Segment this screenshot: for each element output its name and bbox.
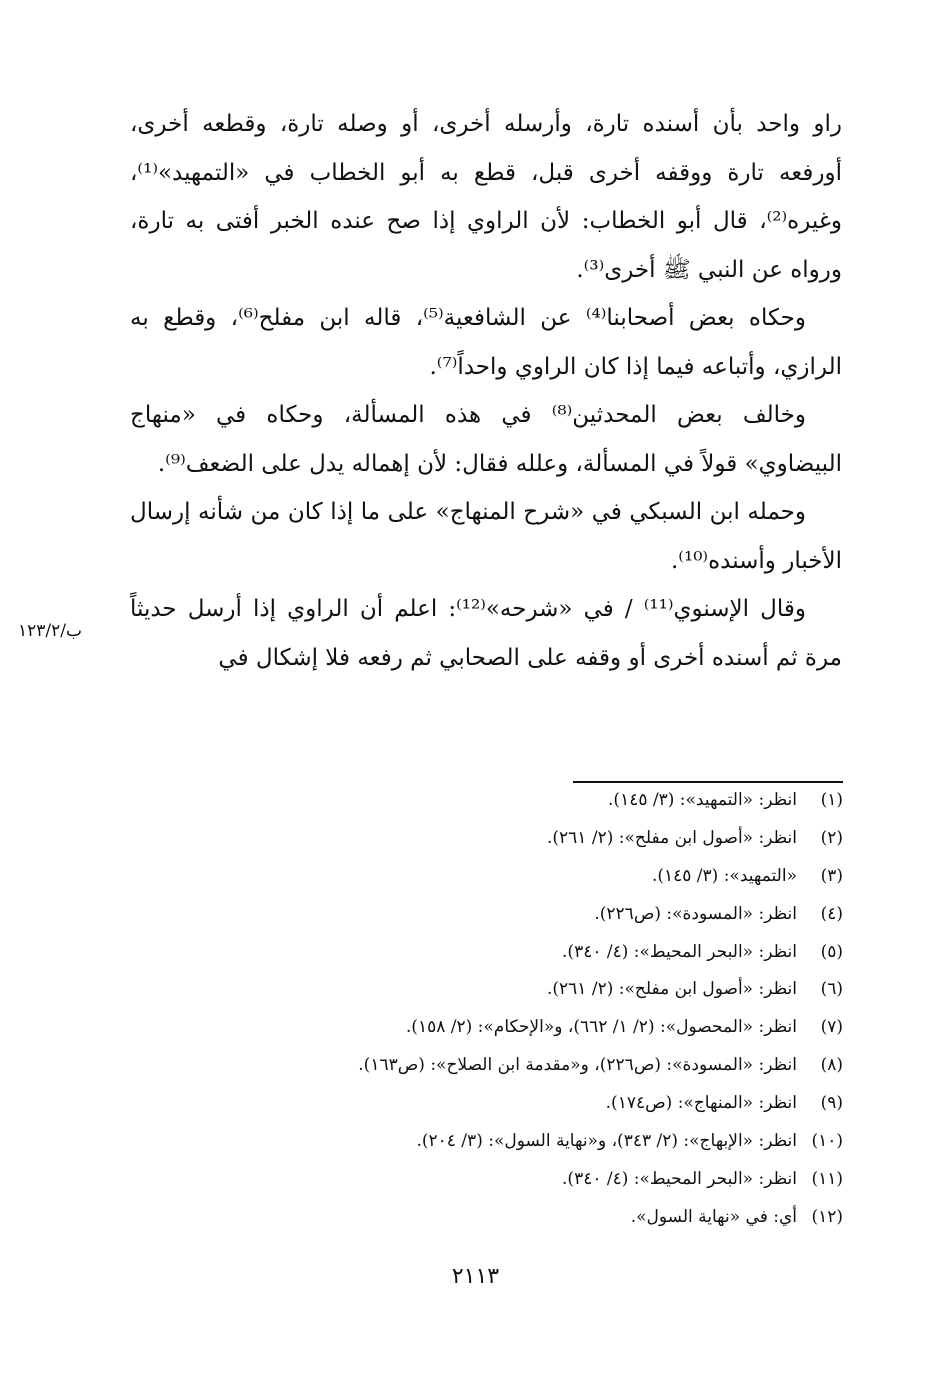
footnote [200, 971, 843, 1009]
footnote-text: انظر: «الإبهاج»: (٢/ ٣٤٣)، و«نهاية السول»: (٣/ ٢٠٤). [416, 1131, 797, 1152]
footnote [200, 858, 843, 896]
footnote-number: (٤) [820, 903, 843, 924]
paragraph-5: وقال الإسنوي⁽¹¹⁾ / في «شرحه»⁽¹²⁾: اعلم أن الراوي إذا أرسل حديثاً مرة ثم أسنده أخرى أو وقفه على الصحابي ثم رفعه فلا إشكال في [130, 596, 842, 671]
footnote-number: (٣) [820, 865, 843, 886]
footnote-number: (١) [820, 790, 843, 810]
footnote [200, 1161, 843, 1199]
footnote-text: انظر: «المسودة»: (ص٢٢٦)، و«مقدمة ابن الصلاح»: (ص١٦٣). [358, 1055, 797, 1076]
footnote-number: (٦) [820, 979, 843, 1000]
paragraph-2: وحكاه بعض أصحابنا⁽⁴⁾ عن الشافعية⁽⁵⁾، قاله ابن مفلح⁽⁶⁾، وقطع به الرازي، وأتباعه فيما إذا كان الراوي واحداً⁽⁷⁾. [130, 305, 842, 380]
footnote-text: انظر: «البحر المحيط»: (٤/ ٣٤٠). [562, 941, 797, 962]
footnote-number: (٨) [820, 1055, 843, 1076]
page-number: ٢١١٣ [451, 1264, 500, 1289]
footnote [200, 1009, 843, 1047]
footnote [200, 1085, 843, 1123]
footnote-text: انظر: «التمهيد»: (٣/ ١٤٥). [608, 790, 797, 810]
footnote [200, 782, 843, 820]
footnote-text: أي: في «نهاية السول». [630, 1206, 797, 1227]
footnote-number: (٧) [820, 1017, 843, 1038]
footnote-text: انظر: «المنهاج»: (ص١٧٤). [605, 1093, 797, 1114]
paragraph-1: راو واحد بأن أسنده تارة، وأرسله أخرى، أو وصله تارة، وقطعه أخرى، أورفعه تارة ووقفه أخرى قبل، قطع به أبو الخطاب في «التمهيد»⁽¹⁾، وغيره⁽²⁾، قال أبو الخطاب: لأن الراوي إذا صح عنده الخبر أفتى به تارة، ورواه عن النبي ﷺ أخرى⁽³⁾. [130, 111, 842, 283]
footnote-text: «التمهيد»: (٣/ ١٤٥). [651, 865, 797, 886]
footnote-number: (١٠) [811, 1131, 843, 1152]
paragraph-3: وخالف بعض المحدثين⁽⁸⁾ في هذه المسألة، وحكاه في «منهاج البيضاوي» قولاً في المسألة، وعلله فقال: لأن إهماله يدل على الضعف⁽⁹⁾. [130, 402, 842, 477]
footnote-text: انظر: «المحصول»: (٢/ ١/ ٦٦٢)، و«الإحكام»: (٢/ ١٥٨). [405, 1017, 797, 1038]
footnote [200, 896, 843, 934]
footnote-number: (١٢) [811, 1206, 843, 1227]
footnote-number: (٥) [820, 941, 843, 962]
footnote-text: انظر: «أصول ابن مفلح»: (٢/ ٢٦١). [546, 979, 797, 1000]
footnote [200, 934, 843, 972]
footnote-text: انظر: «أصول ابن مفلح»: (٢/ ٢٦١). [546, 827, 797, 848]
footnote [200, 1123, 843, 1161]
paragraph-4: وحمله ابن السبكي في «شرح المنهاج» على ما إذا كان من شأنه إرسال الأخبار وأسنده⁽¹⁰⁾. [130, 499, 842, 574]
footnote [200, 1047, 843, 1085]
footnote [200, 820, 843, 858]
footnotes-list [200, 782, 843, 1237]
footnote-number: (٢) [820, 827, 843, 848]
footnote-number: (٩) [820, 1093, 843, 1114]
manuscript-folio-marker: ب/١٢٣/٢ [18, 621, 82, 641]
footnote [200, 1199, 843, 1237]
main-text [130, 100, 842, 682]
footnote-text: انظر: «المسودة»: (ص٢٢٦). [594, 903, 797, 924]
footnote-text: انظر: «البحر المحيط»: (٤/ ٣٤٠). [562, 1168, 797, 1189]
footnote-number: (١١) [811, 1168, 843, 1189]
